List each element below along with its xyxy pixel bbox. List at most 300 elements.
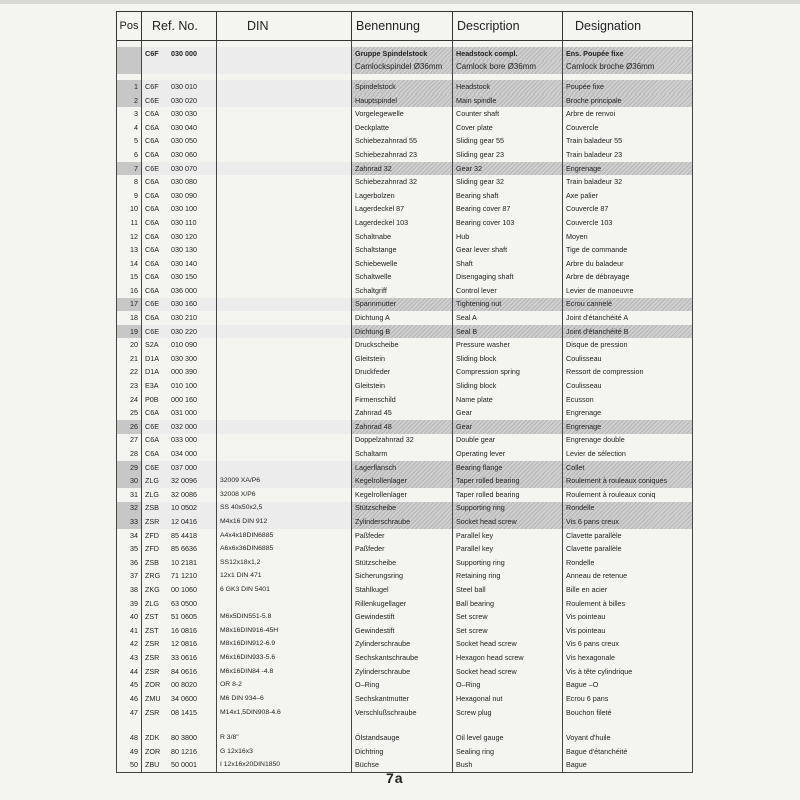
table-row xyxy=(117,189,693,203)
cell-description: Retaining ring xyxy=(453,570,563,584)
cell-din xyxy=(217,338,352,352)
cell-benennung: Lagerdeckel 103 xyxy=(352,216,453,230)
cell-benennung: Gewindestift xyxy=(352,610,453,624)
ref-number: 08 1415 xyxy=(171,707,197,717)
cell-din xyxy=(217,257,352,271)
cell-benennung: Stahlkugel xyxy=(352,583,453,597)
ref-code: C6A xyxy=(145,272,159,282)
cell-description: Double gear xyxy=(453,434,563,448)
cell-pos: 33 xyxy=(117,515,142,529)
cell-ref-no xyxy=(142,325,217,339)
cell-description: O–Ring xyxy=(453,678,563,692)
cell-benennung: Lagerdeckel 87 xyxy=(352,203,453,217)
cell-description: Sliding gear 55 xyxy=(453,135,563,149)
cell-ref-no xyxy=(142,94,217,108)
cell-ref-no xyxy=(142,556,217,570)
cell-din: M8x16DIN916-45H xyxy=(217,624,352,638)
ref-code: ZSB xyxy=(145,557,159,567)
ref-code: ZSR xyxy=(145,639,160,649)
ref-number: 030 110 xyxy=(171,217,197,227)
cell-benennung: Schaltgriff xyxy=(352,284,453,298)
ref-number: 030 070 xyxy=(171,163,197,173)
cell-designation: Engrenage xyxy=(563,162,693,176)
cell-benennung: Gleitstein xyxy=(352,352,453,366)
table-row xyxy=(117,203,693,217)
table-row xyxy=(117,257,693,271)
ref-code: C6E xyxy=(145,299,159,309)
ref-code: ZOR xyxy=(145,746,161,756)
ref-code: ZLG xyxy=(145,598,159,608)
ref-number: 032 000 xyxy=(171,421,197,431)
ref-number: 030 160 xyxy=(171,299,197,309)
cell-description: Set screw xyxy=(453,624,563,638)
cell-ref-no xyxy=(142,624,217,638)
ref-number: 10 2181 xyxy=(171,557,197,567)
cell-designation: Coulisseau xyxy=(563,352,693,366)
ref-code: C6A xyxy=(145,408,159,418)
cell-benennung: Schaltwelle xyxy=(352,271,453,285)
cell-designation: Ressort de compression xyxy=(563,366,693,380)
table-row xyxy=(117,420,693,434)
cell-pos: 8 xyxy=(117,175,142,189)
cell-ref-no xyxy=(142,447,217,461)
cell-ref-no xyxy=(142,420,217,434)
cell-pos: 29 xyxy=(117,461,142,475)
cell-ref-no xyxy=(142,148,217,162)
cell-designation: Couvercle 103 xyxy=(563,216,693,230)
ref-number: 000 390 xyxy=(171,367,197,377)
cell-designation: Train baladeur 32 xyxy=(563,175,693,189)
header-designation: Designation xyxy=(563,12,693,41)
cell-din: SS 40x50x2,5 xyxy=(217,502,352,516)
cell-din: 6 GK3 DIN 5401 xyxy=(217,583,352,597)
cell-benennung: Schiebezahnrad 32 xyxy=(352,175,453,189)
cell-benennung: Sicherungsring xyxy=(352,570,453,584)
table-row xyxy=(117,80,693,94)
cell-description: Set screw xyxy=(453,610,563,624)
table-row xyxy=(117,461,693,475)
cell-ref-no xyxy=(142,352,217,366)
cell-description: Name plate xyxy=(453,393,563,407)
cell-designation: Arbre de débrayage xyxy=(563,271,693,285)
table-row xyxy=(117,597,693,611)
cell-ref-no xyxy=(142,434,217,448)
ref-code: ZSR xyxy=(145,516,160,526)
cell-designation: Couvercle xyxy=(563,121,693,135)
cell-designation: Roulement à billes xyxy=(563,597,693,611)
table-row xyxy=(117,502,693,516)
cell-designation: Engrenage xyxy=(563,406,693,420)
cell-description: Oil level gauge xyxy=(453,732,563,746)
ref-code: ZKG xyxy=(145,584,160,594)
cell-description: Taper rolled bearing xyxy=(453,474,563,488)
cell-designation: Vis 6 pans creux xyxy=(563,638,693,652)
ref-number: 12 0416 xyxy=(171,516,197,526)
cell-benennung: Dichtung B xyxy=(352,325,453,339)
cell-benennung: Verschlußschraube xyxy=(352,706,453,732)
cell-din: OR 8-2 xyxy=(217,678,352,692)
cell-ref-no xyxy=(142,379,217,393)
cell-benennung: Schaltnabe xyxy=(352,230,453,244)
table-row xyxy=(117,665,693,679)
cell-benennung: Paßfeder xyxy=(352,542,453,556)
cell-designation: Axe palier xyxy=(563,189,693,203)
cell-benennung: Hauptspindel xyxy=(352,94,453,108)
cell-pos: 7 xyxy=(117,162,142,176)
cell-pos: 6 xyxy=(117,148,142,162)
cell-ref-no xyxy=(142,638,217,652)
cell-description: Screw plug xyxy=(453,706,563,732)
cell-pos: 38 xyxy=(117,583,142,597)
ref-code: ZFD xyxy=(145,544,159,554)
cell-description: Disengaging shaft xyxy=(453,271,563,285)
ref-code: C6A xyxy=(145,285,159,295)
ref-number: 51 0605 xyxy=(171,612,197,622)
ref-code: C6A xyxy=(145,204,159,214)
ref-code: C6A xyxy=(145,449,159,459)
cell-designation: Roulement à rouleaux coniq xyxy=(563,488,693,502)
table-row xyxy=(117,583,693,597)
cell-designation: Arbre du baladeur xyxy=(563,257,693,271)
group-row xyxy=(117,47,693,61)
cell-din xyxy=(217,271,352,285)
cell-pos: 46 xyxy=(117,692,142,706)
ref-number: 034 000 xyxy=(171,449,197,459)
cell-benennung: Kegelrollenlager xyxy=(352,488,453,502)
cell-benennung: Druckscheibe xyxy=(352,338,453,352)
ref-number: 32 0086 xyxy=(171,489,197,499)
table-row xyxy=(117,406,693,420)
cell-ref-no xyxy=(142,271,217,285)
ref-code: C6A xyxy=(145,109,159,119)
ref-number: 16 0816 xyxy=(171,625,197,635)
table-row xyxy=(117,366,693,380)
cell-benennung: Schaltstange xyxy=(352,243,453,257)
cell-pos: 2 xyxy=(117,94,142,108)
cell-ref-no xyxy=(142,502,217,516)
cell-din: M14x1,5DIN908-4.6 xyxy=(217,706,352,732)
ref-number: 030 300 xyxy=(171,353,197,363)
cell-designation: Vis 6 pans creux xyxy=(563,515,693,529)
table-row xyxy=(117,379,693,393)
ref-code: ZFD xyxy=(145,530,159,540)
cell-benennung: Lagerbolzen xyxy=(352,189,453,203)
cell-description: Pressure washer xyxy=(453,338,563,352)
ref-code: C6F xyxy=(145,81,159,91)
cell-ref-no xyxy=(142,542,217,556)
parts-list xyxy=(116,11,692,773)
table-row xyxy=(117,474,693,488)
cell-description: Headstock xyxy=(453,80,563,94)
cell-benennung: Zylinderschraube xyxy=(352,665,453,679)
ref-code: C6E xyxy=(145,95,159,105)
cell-benennung: Doppelzahnrad 32 xyxy=(352,434,453,448)
cell-ref-no xyxy=(142,597,217,611)
cell-pos: 39 xyxy=(117,597,142,611)
cell-ref-no xyxy=(142,216,217,230)
table-row xyxy=(117,732,693,746)
table-row xyxy=(117,638,693,652)
ref-code: C6A xyxy=(145,435,159,445)
cell-description: Socket head screw xyxy=(453,665,563,679)
cell-description: Control lever xyxy=(453,284,563,298)
cell-din xyxy=(217,311,352,325)
ref-code: ZST xyxy=(145,625,159,635)
table-row xyxy=(117,121,693,135)
ref-number: 030 060 xyxy=(171,149,197,159)
cell-din xyxy=(217,461,352,475)
cell-pos: 26 xyxy=(117,420,142,434)
table-row xyxy=(117,230,693,244)
cell-pos: 21 xyxy=(117,352,142,366)
cell-ref-no xyxy=(142,311,217,325)
cell-ref-no xyxy=(142,121,217,135)
cell-benennung: Deckplatte xyxy=(352,121,453,135)
cell-description: Sealing ring xyxy=(453,745,563,759)
group-description: Headstock compl. xyxy=(453,47,563,61)
cell-ref-no xyxy=(142,529,217,543)
ref-number: 030 080 xyxy=(171,177,197,187)
cell-designation: Rondelle xyxy=(563,556,693,570)
cell-designation: Ecrou 6 pans xyxy=(563,692,693,706)
ref-number: 030 130 xyxy=(171,245,197,255)
cell-designation: Collet xyxy=(563,461,693,475)
cell-pos: 15 xyxy=(117,271,142,285)
cell-din xyxy=(217,447,352,461)
cell-din xyxy=(217,597,352,611)
ref-code: P0B xyxy=(145,394,159,404)
cell-din: I 12x16x20DIN1850 xyxy=(217,759,352,773)
cell-din xyxy=(217,135,352,149)
subgroup-designation: Camlock broche Ø36mm xyxy=(563,61,693,75)
ref-number: 000 160 xyxy=(171,394,197,404)
table-row xyxy=(117,216,693,230)
cell-ref-no xyxy=(142,706,217,732)
cell-ref-no xyxy=(142,651,217,665)
ref-code: ZSB xyxy=(145,503,159,513)
cell-designation: Ecusson xyxy=(563,393,693,407)
ref-code: ZOR xyxy=(145,680,161,690)
cell-din xyxy=(217,203,352,217)
cell-designation: Bouchon fileté xyxy=(563,706,693,732)
cell-din xyxy=(217,298,352,312)
cell-ref-no xyxy=(142,665,217,679)
cell-description: Sliding block xyxy=(453,379,563,393)
cell-designation: Vis pointeau xyxy=(563,624,693,638)
ref-code: ZLG xyxy=(145,489,159,499)
cell-designation: Clavette parallèle xyxy=(563,529,693,543)
table-row xyxy=(117,338,693,352)
cell-pos: 43 xyxy=(117,651,142,665)
ref-code: C6A xyxy=(145,177,159,187)
cell-description: Socket head screw xyxy=(453,515,563,529)
cell-ref-no xyxy=(142,175,217,189)
ref-code: S2A xyxy=(145,340,159,350)
cell-description: Parallel key xyxy=(453,529,563,543)
cell-din xyxy=(217,80,352,94)
cell-ref-no xyxy=(142,759,217,773)
cell-pos: 4 xyxy=(117,121,142,135)
cell-designation: Coulisseau xyxy=(563,379,693,393)
cell-designation: Levier de manoeuvre xyxy=(563,284,693,298)
cell-din xyxy=(217,352,352,366)
ref-number: 030 030 xyxy=(171,109,197,119)
cell-designation: Broche principale xyxy=(563,94,693,108)
ref-number: 00 1060 xyxy=(171,584,197,594)
cell-pos: 9 xyxy=(117,189,142,203)
cell-din: M6x16DIN933-5.6 xyxy=(217,651,352,665)
cell-pos: 35 xyxy=(117,542,142,556)
table-row xyxy=(117,271,693,285)
cell-description: Gear xyxy=(453,420,563,434)
ref-code: C6A xyxy=(145,245,159,255)
ref-code: ZSR xyxy=(145,707,160,717)
cell-designation: Poupée fixe xyxy=(563,80,693,94)
table-row xyxy=(117,162,693,176)
cell-description: Bearing shaft xyxy=(453,189,563,203)
cell-ref-no xyxy=(142,203,217,217)
cell-ref-no xyxy=(142,107,217,121)
table-row xyxy=(117,148,693,162)
ref-number: 32 0096 xyxy=(171,476,197,486)
ref-code: C6A xyxy=(145,190,159,200)
cell-pos: 36 xyxy=(117,556,142,570)
cell-din: M6x16DIN84 -4.8 xyxy=(217,665,352,679)
cell-benennung: Ölstandsauge xyxy=(352,732,453,746)
cell-din: A4x4x18DIN6885 xyxy=(217,529,352,543)
cell-designation: Tige de commande xyxy=(563,243,693,257)
cell-benennung: Kegelrollenlager xyxy=(352,474,453,488)
cell-designation: Roulement à rouleaux coniques xyxy=(563,474,693,488)
cell-designation: Train baladeur 23 xyxy=(563,148,693,162)
ref-code: ZDK xyxy=(145,733,160,743)
cell-designation: Moyen xyxy=(563,230,693,244)
ref-number: 10 0502 xyxy=(171,503,197,513)
cell-description: Steel ball xyxy=(453,583,563,597)
table-row xyxy=(117,515,693,529)
cell-description: Bearing flange xyxy=(453,461,563,475)
parts-table xyxy=(116,11,693,773)
cell-designation: Engrenage double xyxy=(563,434,693,448)
cell-designation: Arbre de renvoi xyxy=(563,107,693,121)
cell-ref-no xyxy=(142,366,217,380)
ref-number: 030 150 xyxy=(171,272,197,282)
table-row xyxy=(117,651,693,665)
cell-din xyxy=(217,325,352,339)
cell-description: Main spindle xyxy=(453,94,563,108)
table-row xyxy=(117,325,693,339)
cell-benennung: Sechskantschraube xyxy=(352,651,453,665)
ref-code: C6A xyxy=(145,217,159,227)
cell-pos: 12 xyxy=(117,230,142,244)
cell-designation: Rondelle xyxy=(563,502,693,516)
ref-code: C6A xyxy=(145,122,159,132)
cell-benennung: Gewindestift xyxy=(352,624,453,638)
cell-benennung: Gleitstein xyxy=(352,379,453,393)
cell-din xyxy=(217,230,352,244)
page-number: 7a xyxy=(386,770,404,786)
cell-pos: 49 xyxy=(117,745,142,759)
cell-pos: 22 xyxy=(117,366,142,380)
ref-code: E3A xyxy=(145,381,159,391)
table-row xyxy=(117,542,693,556)
cell-description: Operating lever xyxy=(453,447,563,461)
cell-benennung: Zylinderschraube xyxy=(352,515,453,529)
cell-description: Gear 32 xyxy=(453,162,563,176)
cell-description: Bush xyxy=(453,759,563,773)
cell-din xyxy=(217,121,352,135)
cell-din xyxy=(217,216,352,230)
cell-benennung: Rillenkugellager xyxy=(352,597,453,611)
table-row xyxy=(117,529,693,543)
cell-description: Bearing cover 103 xyxy=(453,216,563,230)
cell-benennung: Sechskantmutter xyxy=(352,692,453,706)
group-designation: Ens. Poupée fixe xyxy=(563,47,693,61)
ref-code: ZMU xyxy=(145,693,161,703)
cell-designation: Vis pointeau xyxy=(563,610,693,624)
table-row xyxy=(117,706,693,732)
table-row xyxy=(117,610,693,624)
cell-din: M4x16 DIN 912 xyxy=(217,515,352,529)
cell-description: Gear lever shaft xyxy=(453,243,563,257)
header-ref-no: Ref. No. xyxy=(142,12,217,41)
cell-ref-no xyxy=(142,515,217,529)
cell-din: M8x16DIN912-6.9 xyxy=(217,638,352,652)
ref-code: ZLG xyxy=(145,476,159,486)
ref-number: 010 090 xyxy=(171,340,197,350)
cell-designation: Levier de sélection xyxy=(563,447,693,461)
cell-pos: 1 xyxy=(117,80,142,94)
cell-description: Counter shaft xyxy=(453,107,563,121)
ref-code: C6E xyxy=(145,163,159,173)
cell-pos: 13 xyxy=(117,243,142,257)
cell-description: Seal B xyxy=(453,325,563,339)
cell-description: Socket head screw xyxy=(453,638,563,652)
ref-number: 030 140 xyxy=(171,258,197,268)
cell-din: A6x6x36DIN6885 xyxy=(217,542,352,556)
cell-din xyxy=(217,94,352,108)
cell-pos: 44 xyxy=(117,665,142,679)
cell-pos: 25 xyxy=(117,406,142,420)
cell-designation: Anneau de retenue xyxy=(563,570,693,584)
cell-pos: 32 xyxy=(117,502,142,516)
ref-code: C6A xyxy=(145,231,159,241)
cell-description: Sliding gear 23 xyxy=(453,148,563,162)
cell-din xyxy=(217,243,352,257)
ref-number: 63 0500 xyxy=(171,598,197,608)
cell-ref-no xyxy=(142,692,217,706)
cell-ref-no xyxy=(142,135,217,149)
ref-number: 12 0816 xyxy=(171,639,197,649)
cell-din xyxy=(217,379,352,393)
ref-number: 34 0600 xyxy=(171,693,197,703)
cell-ref-no xyxy=(142,284,217,298)
cell-din xyxy=(217,393,352,407)
cell-din: SS12x18x1,2 xyxy=(217,556,352,570)
ref-number: 030 220 xyxy=(171,326,197,336)
ref-code: ZBU xyxy=(145,760,160,770)
cell-din xyxy=(217,189,352,203)
cell-ref-no xyxy=(142,732,217,746)
cell-description: Cover plate xyxy=(453,121,563,135)
cell-designation: Ecrou cannelé xyxy=(563,298,693,312)
subgroup-description: Camlock bore Ø36mm xyxy=(453,61,563,75)
cell-designation: Disque de pression xyxy=(563,338,693,352)
cell-description: Compression spring xyxy=(453,366,563,380)
table-row xyxy=(117,692,693,706)
cell-designation: Vis hexagonale xyxy=(563,651,693,665)
subgroup-row xyxy=(117,61,693,75)
